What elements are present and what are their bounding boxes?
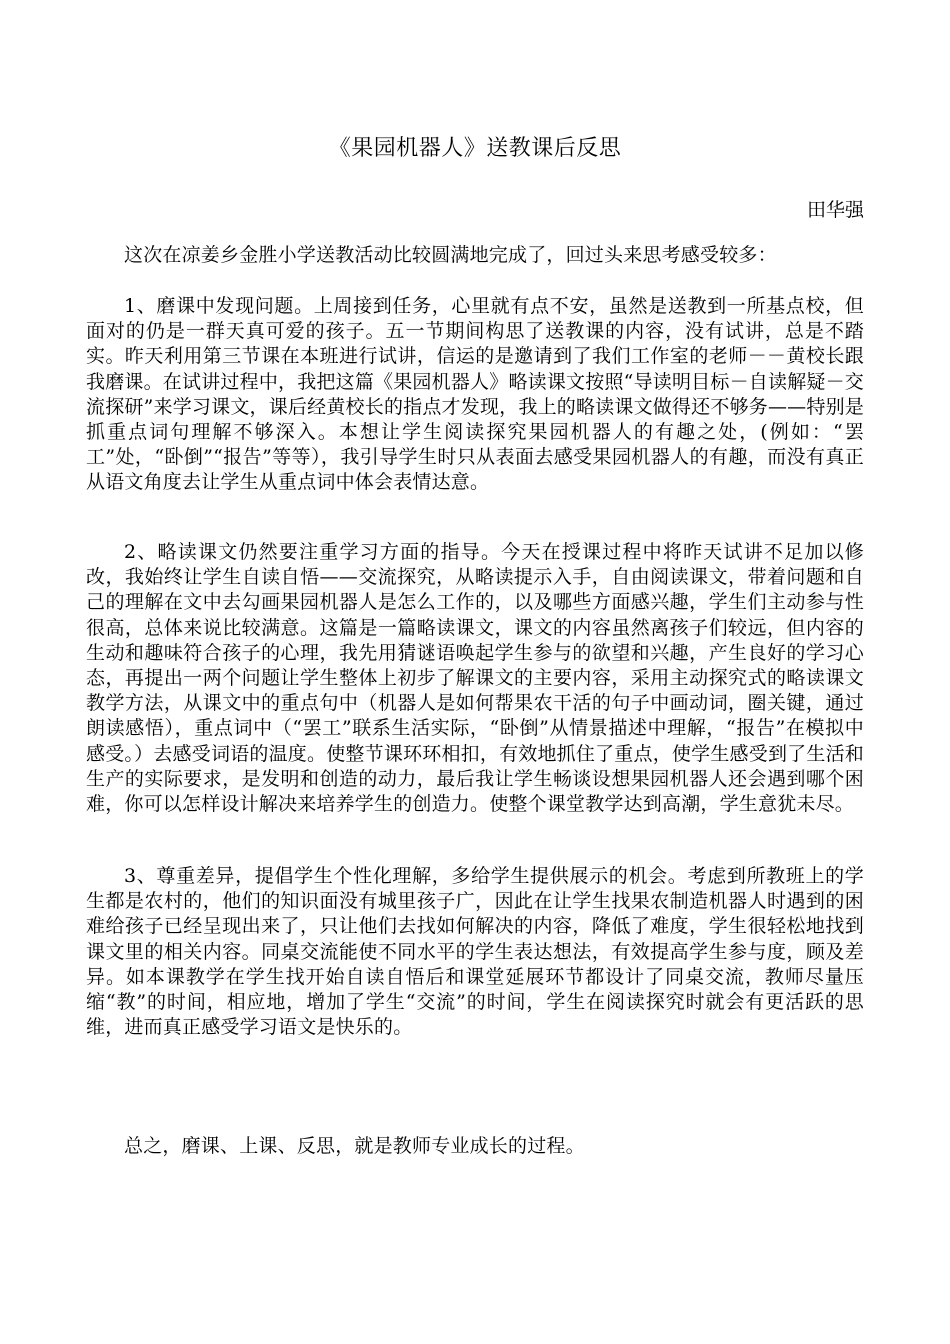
paragraph-3: 3、尊重差异，提倡学生个性化理解，多给学生提供展示的机会。考虑到所教班上的学生都是农村的，他们的知识面没有城里孩子广，因此在让学生找果农制造机器人时遇到的困难给孩子已经呈现出来了，只让他们去找如何解决的内容，降低了难度，学生很轻松地找到课文里的相关内容。同桌交流能使不同水平的学生表达想法，有效提高学生参与度，顾及差异。如本课教学在学生找开始自读自悟后和课堂延展环节都设计了同桌交流，教师尽量压缩“教”的时间，相应地，增加了学生“交流”的时间，学生在阅读探究时就会有更活跃的思维，进而真正感受学习语文是快乐的。 — [86, 865, 864, 1039]
author-name: 田华强 — [806, 199, 864, 221]
paragraph-2: 2、略读课文仍然要注重学习方面的指导。今天在授课过程中将昨天试讲不足加以修改，我始终让学生自读自悟——交流探究，从略读提示入手，自由阅读课文，带着问题和自己的理解在文中去勾画果园机器人是怎么工作的，以及哪些方面感兴趣，学生们主动参与性很高，总体来说比较满意。这篇是一篇略读课文，课文的内容虽然离孩子们较远，但内容的生动和趣味符合孩子的心理，我先用猜谜语唤起学生参与的欲望和兴趣，产生良好的学习心态，再提出一两个问题让学生整体上初步了解课文的主要内容，采用主动探究式的略读课文教学方法，从课文中的重点句中（机器人是如何帮果农干活的句子中画动词，圈关键，通过朗读感悟），重点词中（“罢工”联系生活实际，“卧倒”从情景描述中理解，“报告”在模拟中感受。）去感受词语的温度。使整节课环环相扣，有效地抓住了重点，使学生感受到了生活和生产的实际要求，是发明和创造的动力，最后我让学生畅谈设想果园机器人还会遇到哪个困难，你可以怎样设计解决来培养学生的创造力。使整个课堂教学达到高潮，学生意犹未尽。 — [86, 541, 864, 816]
document-title: 《果园机器人》送教课后反思 — [328, 136, 622, 161]
intro-paragraph: 这次在凉姜乡金胜小学送教活动比较圆满地完成了，回过头来思考感受较多： — [124, 244, 777, 266]
conclusion-paragraph: 总之，磨课、上课、反思，就是教师专业成长的过程。 — [124, 1135, 585, 1157]
paragraph-1: 1、磨课中发现问题。上周接到任务，心里就有点不安，虽然是送教到一所基点校，但面对的仍是一群天真可爱的孩子。五一节期间构思了送教课的内容，没有试讲，总是不踏实。昨天利用第三节课在本班进行试讲，信运的是邀请到了我们工作室的老师－－黄校长跟我磨课。在试讲过程中，我把这篇《果园机器人》略读课文按照“导读明目标－自读解疑－交流探研”来学习课文，课后经黄校长的指点才发现，我上的略读课文做得还不够务——特别是抓重点词句理解不够深入。本想让学生阅读探究果园机器人的有趣之处，(例如：“罢工”处，“卧倒”“报告”等等），我引导学生时只从表面去感受果园机器人的有趣，而没有真正从语文角度去让学生从重点词中体会表情达意。 — [86, 295, 864, 494]
